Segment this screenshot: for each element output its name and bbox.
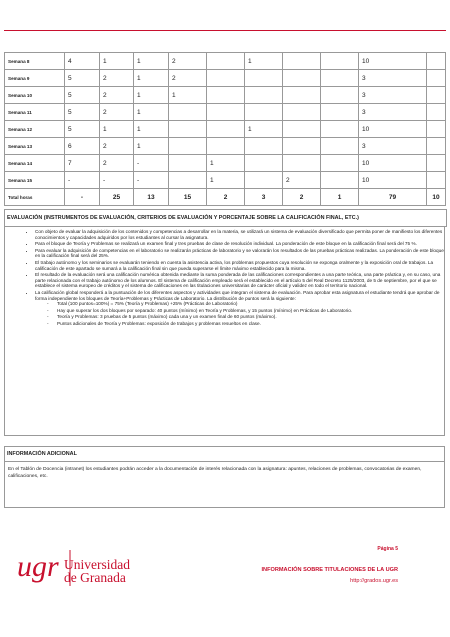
week-row bbox=[5, 138, 446, 155]
evaluation-item bbox=[35, 290, 444, 327]
row-label: Semana 13 bbox=[5, 138, 65, 155]
table-cell bbox=[245, 104, 283, 121]
table-cell: 4 bbox=[65, 53, 100, 70]
table-cell bbox=[283, 121, 321, 138]
table-cell bbox=[283, 155, 321, 172]
table-cell: - bbox=[134, 172, 169, 189]
row-label: Total horas bbox=[5, 189, 65, 206]
table-cell: 5 bbox=[65, 121, 100, 138]
table-cell bbox=[321, 87, 359, 104]
table-cell: 5 bbox=[65, 104, 100, 121]
schedule-table bbox=[4, 52, 446, 206]
row-label: Semana 9 bbox=[5, 70, 65, 87]
table-cell bbox=[207, 138, 245, 155]
table-cell: 10 bbox=[359, 53, 427, 70]
points-item: - Total (100 puntos=100%) = 75% (Teoría y Problemas) +25% (Prácticas de Laboratorio) bbox=[57, 301, 444, 307]
table-cell bbox=[207, 121, 245, 138]
table-cell bbox=[169, 172, 207, 189]
total-row bbox=[5, 189, 446, 206]
evaluation-item: • El trabajo autónomo y los seminarios se evaluarán teniendo en cuenta la asistencia activa, los problemas propuestos cuya resolución se exponga oralmente y la exposición oral de trabajos. La calificación de este apartado se sumará a la calificación final sin que pueda superarse el límite máximo establecido para la misma. bbox=[35, 260, 444, 271]
table-cell: 1 bbox=[169, 87, 207, 104]
week-row bbox=[5, 121, 446, 138]
table-cell bbox=[245, 87, 283, 104]
table-cell: - bbox=[65, 189, 100, 206]
table-cell: 1 bbox=[321, 189, 359, 206]
table-cell: 15 bbox=[169, 189, 207, 206]
table-cell bbox=[169, 104, 207, 121]
table-cell bbox=[321, 138, 359, 155]
university-line-1: Universidad bbox=[64, 557, 130, 572]
table-cell: 79 bbox=[359, 189, 427, 206]
table-cell: 2 bbox=[169, 53, 207, 70]
table-cell: - bbox=[100, 172, 134, 189]
table-cell: 2 bbox=[100, 155, 134, 172]
table-cell: 1 bbox=[134, 104, 169, 121]
table-cell: 2 bbox=[283, 172, 321, 189]
evaluation-list bbox=[5, 229, 444, 327]
table-cell: 10 bbox=[359, 172, 427, 189]
table-cell: 2 bbox=[100, 104, 134, 121]
table-cell bbox=[245, 70, 283, 87]
table-cell: 1 bbox=[134, 70, 169, 87]
university-line-2: de Granada bbox=[64, 570, 126, 585]
table-cell bbox=[427, 104, 446, 121]
row-label: Semana 10 bbox=[5, 87, 65, 104]
table-cell: 2 bbox=[100, 70, 134, 87]
points-item: - Teoría y Problemas: 3 pruebas de 5 puntos (máximo) cada una y un examen final de 60 puntos (máximo). bbox=[57, 314, 444, 320]
table-cell bbox=[245, 138, 283, 155]
table-cell bbox=[283, 104, 321, 121]
week-row bbox=[5, 87, 446, 104]
table-cell: 3 bbox=[359, 138, 427, 155]
table-cell: 3 bbox=[359, 70, 427, 87]
table-cell bbox=[169, 121, 207, 138]
row-label: Semana 14 bbox=[5, 155, 65, 172]
table-cell bbox=[321, 121, 359, 138]
table-cell bbox=[207, 104, 245, 121]
table-cell: 3 bbox=[245, 189, 283, 206]
table-cell bbox=[207, 53, 245, 70]
table-cell: - bbox=[134, 155, 169, 172]
table-cell bbox=[321, 70, 359, 87]
table-cell: 3 bbox=[359, 87, 427, 104]
table-cell: 2 bbox=[100, 87, 134, 104]
table-cell: 2 bbox=[169, 70, 207, 87]
table-cell bbox=[283, 87, 321, 104]
evaluation-heading: EVALUACIÓN (INSTRUMENTOS DE EVALUACIÓN, CRITERIOS DE EVALUACIÓN Y PORCENTAJE SOBRE LA CALIFICACIÓN FINAL, ETC.) bbox=[4, 209, 447, 227]
additional-info-text: En el Tablón de Docencia (intranet) los estudiantes podrán acceder a la documentación de interés relacionada con la asignatura: apuntes, relaciones de problemas, convocatorias de examen, calificaciones, etc. bbox=[4, 462, 445, 508]
week-row bbox=[5, 53, 446, 70]
table-cell bbox=[427, 70, 446, 87]
week-row bbox=[5, 70, 446, 87]
week-row bbox=[5, 155, 446, 172]
footer-info bbox=[261, 546, 398, 584]
table-cell: - bbox=[65, 172, 100, 189]
table-cell: 1 bbox=[207, 172, 245, 189]
table-cell bbox=[245, 172, 283, 189]
table-cell: 3 bbox=[359, 104, 427, 121]
evaluation-item: • Para el bloque de Teoría y Problemas se realizará un examen final y tres pruebas de clase de resolución individual. La ponderación de este bloque en la calificación final será del 75 %. bbox=[35, 241, 444, 247]
table-cell bbox=[283, 138, 321, 155]
table-cell bbox=[207, 87, 245, 104]
table-cell bbox=[283, 53, 321, 70]
table-cell bbox=[169, 155, 207, 172]
row-label: Semana 8 bbox=[5, 53, 65, 70]
table-cell: 1 bbox=[207, 155, 245, 172]
table-cell bbox=[283, 70, 321, 87]
table-cell: 1 bbox=[134, 53, 169, 70]
table-cell: 1 bbox=[134, 121, 169, 138]
table-cell: 2 bbox=[207, 189, 245, 206]
table-cell: 1 bbox=[245, 121, 283, 138]
table-cell bbox=[245, 155, 283, 172]
table-cell: 1 bbox=[134, 138, 169, 155]
evaluation-item-text: La calificación global responderá a la puntuación de los diferentes aspectos y actividades que integran el sistema de evaluación. Para aprobar esta asignatura el estudiante tendrá que aprobar de forma independiente los bloques de Teoría+Problemas y Prácticas de Laboratorio. La distribución de puntos será la siguiente: bbox=[35, 289, 440, 301]
table-cell: 2 bbox=[100, 138, 134, 155]
table-cell: 6 bbox=[65, 138, 100, 155]
row-label: Semana 15 bbox=[5, 172, 65, 189]
table-cell: 1 bbox=[100, 53, 134, 70]
table-cell: 1 bbox=[134, 87, 169, 104]
table-cell bbox=[427, 155, 446, 172]
table-cell: 10 bbox=[359, 155, 427, 172]
table-cell bbox=[321, 53, 359, 70]
top-rule bbox=[4, 30, 446, 31]
page-number: Página 5 bbox=[377, 546, 398, 552]
row-label: Semana 11 bbox=[5, 104, 65, 121]
footer-title: INFORMACIÓN SOBRE TITULACIONES DE LA UGR bbox=[261, 567, 398, 573]
table-cell bbox=[321, 172, 359, 189]
table-cell bbox=[321, 104, 359, 121]
table-cell bbox=[427, 53, 446, 70]
evaluation-section bbox=[4, 226, 445, 436]
table-cell: 1 bbox=[245, 53, 283, 70]
university-name bbox=[64, 558, 130, 584]
additional-info-heading: INFORMACIÓN ADICIONAL bbox=[4, 446, 445, 462]
table-cell: 5 bbox=[65, 87, 100, 104]
evaluation-item: • Para evaluar la adquisición de competencias en el laboratorio se realizarán prácticas de laboratorio y se valorarán los resultados de las pruebas prácticas realizadas. La ponderación de este bloque en la calificación final será del 25%. bbox=[35, 248, 444, 259]
evaluation-item: • El resultado de la evaluación será una calificación numérica obtenida mediante la suma ponderada de las calificaciones correspondientes a una parte teórica, una parte práctica y, en su caso, una parte relacionada con el trabajo autónomo de los alumnos. El sistema de calificación empleado será el establecido en el artículo 5 del Real Decreto 1125/2003, de 5 de septiembre, por el que se establece el sistema europeo de créditos y el sistema de calificaciones en las titulaciones universitarias de carácter oficial y validez en todo el territorio nacional. bbox=[35, 272, 444, 289]
table-cell: 1 bbox=[100, 121, 134, 138]
points-item: - Puntos adicionales de Teoría y Problemas: exposición de trabajos y problemas resueltos en clase. bbox=[57, 321, 444, 327]
row-label: Semana 12 bbox=[5, 121, 65, 138]
table-cell bbox=[169, 138, 207, 155]
ugr-logo-letters: ugr bbox=[17, 550, 59, 583]
table-cell: 10 bbox=[427, 189, 446, 206]
evaluation-item: • Con objeto de evaluar la adquisición de los contenidos y competencias a desarrollar en la materia, se utilizará un sistema de evaluación diversificado que permita poner de manifiesto los diferentes conocimientos y capacidades adquiridos por los estudiantes al cursar la asignatura. bbox=[35, 229, 444, 240]
table-cell bbox=[427, 172, 446, 189]
table-cell bbox=[427, 138, 446, 155]
table-cell: 13 bbox=[134, 189, 169, 206]
table-cell bbox=[321, 155, 359, 172]
table-cell: 25 bbox=[100, 189, 134, 206]
table-cell: 5 bbox=[65, 70, 100, 87]
table-cell bbox=[427, 121, 446, 138]
table-cell: 2 bbox=[283, 189, 321, 206]
table-cell: 10 bbox=[359, 121, 427, 138]
week-row bbox=[5, 172, 446, 189]
table-cell bbox=[427, 87, 446, 104]
table-cell bbox=[207, 70, 245, 87]
points-distribution-list bbox=[35, 301, 444, 326]
footer-url[interactable]: http://grados.ugr.es bbox=[350, 578, 398, 584]
week-row bbox=[5, 104, 446, 121]
table-cell: 7 bbox=[65, 155, 100, 172]
points-item: - Hay que superar los dos bloques por separado: 40 puntos (mínimo) en Teoría y Problemas, y 15 puntos (mínimo) en Prácticas de Laboratorio. bbox=[57, 308, 444, 314]
